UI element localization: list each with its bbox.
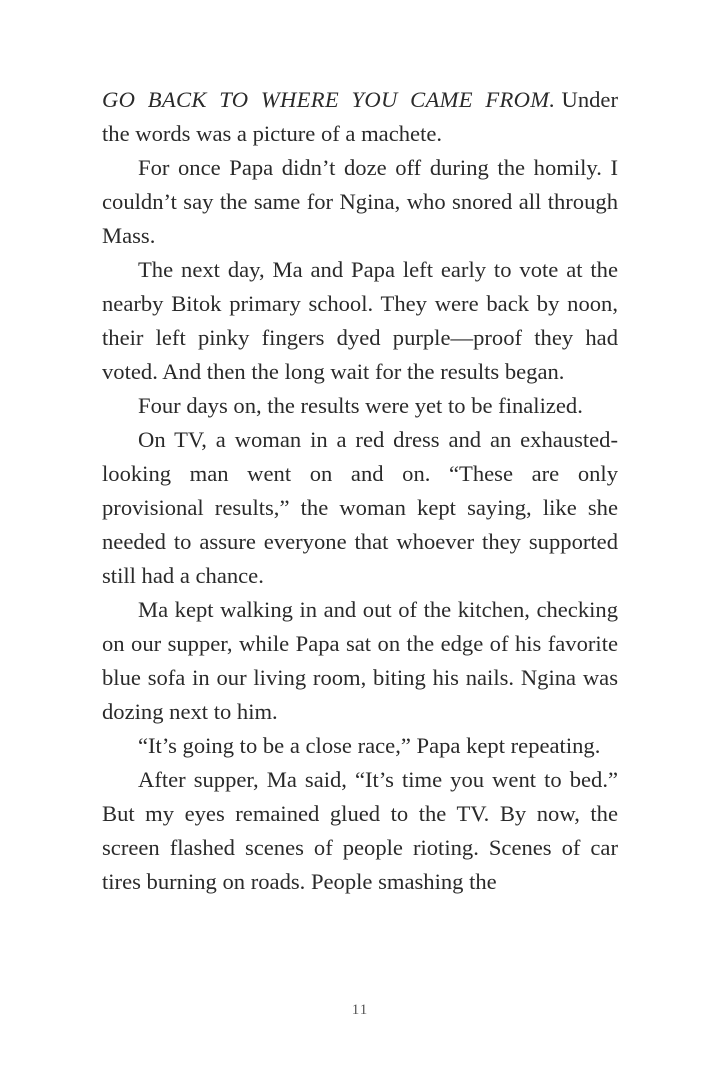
body-text (102, 83, 618, 899)
sign-text: GO BACK TO WHERE YOU CAME FROM. (102, 87, 556, 112)
paragraph-3: The next day, Ma and Papa left early to vote at the nearby Bitok primary school. They were back by noon, their left pinky fingers dyed purple—proof they had voted. And then the long wait for the results began. (102, 257, 618, 384)
paragraph-6: Ma kept walking in and out of the kitchen, checking on our supper, while Papa sat on the edge of his favorite blue sofa in our living room, biting his nails. Ngina was dozing next to him. (102, 597, 618, 724)
paragraph-5: On TV, a woman in a red dress and an exhausted-looking man went on and on. “These are only provisional results,” the woman kept saying, like she needed to assure everyone that whoever they supported still had a chance. (102, 427, 618, 588)
paragraph-1-rest: Under the words was a picture of a machete. (102, 87, 618, 146)
paragraph-1 (102, 83, 618, 151)
paragraph-7: “It’s going to be a close race,” Papa kept repeating. (138, 733, 601, 758)
page-number: 11 (351, 1002, 369, 1018)
paragraph-8: After supper, Ma said, “It’s time you went to bed.” But my eyes remained glued to the TV. By now, the screen flashed scenes of people rioting. Scenes of car tires burning on roads. People smashing the (102, 767, 618, 894)
paragraph-4: Four days on, the results were yet to be finalized. (138, 393, 583, 418)
paragraph-2: For once Papa didn’t doze off during the homily. I couldn’t say the same for Ngina, who snored all through Mass. (102, 155, 618, 248)
